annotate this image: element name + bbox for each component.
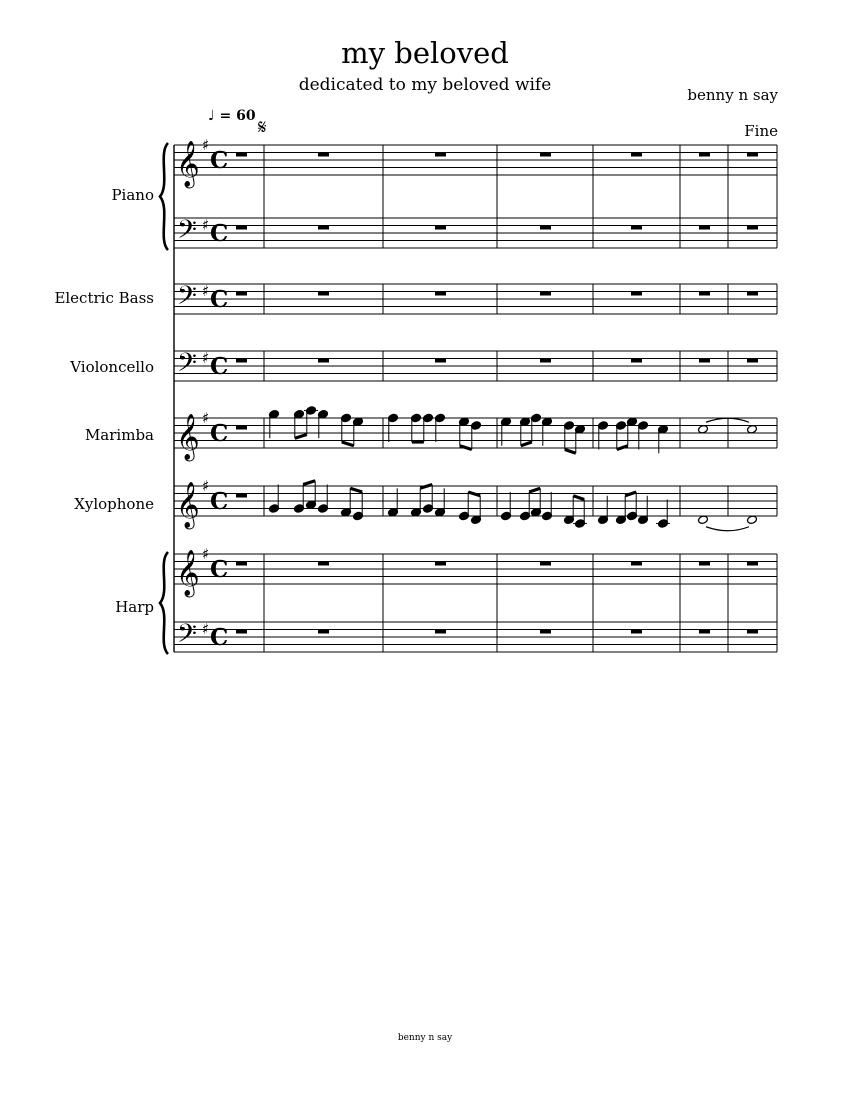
whole-rest [747,292,758,296]
sharp-icon: ♯ [202,216,210,234]
common-time-icon: C [210,220,229,247]
note-beam [573,496,584,500]
whole-rest [435,226,446,230]
note-beam [521,442,532,446]
whole-rest [631,153,642,157]
whole-rest [435,153,446,157]
note-beam [342,442,354,446]
treble-clef-icon: 𝄞 [176,482,200,528]
whole-rest [540,292,551,296]
whole-rest [236,562,247,566]
whole-rest [699,562,710,566]
treble-clef-icon: 𝄞 [176,141,200,187]
whole-rest [236,426,247,430]
common-time-icon: C [210,353,229,380]
whole-rest [236,153,247,157]
common-time-icon: C [210,488,229,515]
score-title: my beloved [341,36,509,70]
harp-brace [160,552,168,654]
whole-rest [318,359,329,363]
note-beam [617,446,628,450]
whole-rest [699,153,710,157]
whole-rest [699,630,710,634]
whole-rest [236,359,247,363]
whole-rest [631,226,642,230]
note-beam [625,492,636,496]
whole-rest [540,359,551,363]
score-subtitle: dedicated to my beloved wife [298,75,552,95]
note-beam [529,488,540,492]
whole-rest [318,153,329,157]
whole-rest [318,562,329,566]
instrument-label-electric-bass: Electric Bass [54,289,154,307]
whole-rest [435,630,446,634]
whole-rest [435,359,446,363]
whole-rest [699,226,710,230]
whole-rest [540,153,551,157]
whole-rest [236,630,247,634]
note-beam [460,446,472,450]
sharp-icon: ♯ [202,282,210,300]
common-time-icon: C [210,286,229,313]
whole-rest [631,359,642,363]
sharp-icon: ♯ [202,136,210,154]
whole-rest [631,292,642,296]
instrument-label-harp: Harp [115,598,154,616]
whole-rest [318,226,329,230]
common-time-icon: C [210,420,229,447]
note-beam [295,435,307,439]
composer-name: benny n say [687,86,778,104]
instrument-label-piano: Piano [111,186,154,204]
sharp-icon: ♯ [202,477,210,495]
whole-rest [318,292,329,296]
tempo-marking: ♩ = 60 [208,108,256,124]
whole-rest [540,226,551,230]
instrument-label-marimba: Marimba [84,426,154,444]
treble-clef-icon: 𝄞 [176,414,200,460]
whole-rest [747,562,758,566]
whole-rest [699,292,710,296]
bass-clef-icon: 𝄢 [177,281,197,317]
bass-clef-icon: 𝄢 [177,215,197,251]
segno-icon: 𝄋 [258,115,267,139]
whole-rest [435,562,446,566]
whole-rest [747,226,758,230]
bass-clef-icon: 𝄢 [177,619,197,655]
note-beam [303,481,315,485]
sharp-icon: ♯ [202,409,210,427]
whole-rest [747,630,758,634]
whole-rest [747,359,758,363]
whole-rest [631,562,642,566]
whole-rest [699,359,710,363]
whole-rest [236,494,247,498]
note-beam [350,488,362,492]
piano-brace [160,143,168,250]
sharp-icon: ♯ [202,349,210,367]
sharp-icon: ♯ [202,620,210,638]
note-beam [565,450,576,454]
whole-rest [631,630,642,634]
note-beam [420,485,432,489]
treble-clef-icon: 𝄞 [176,550,200,596]
bass-clef-icon: 𝄢 [177,348,197,384]
page-footer: benny n say [397,1033,453,1043]
fine-marking: Fine [744,122,778,140]
whole-rest [318,630,329,634]
whole-rest [540,630,551,634]
common-time-icon: C [210,624,229,651]
common-time-icon: C [210,147,229,174]
tie [706,527,749,531]
note-beam [468,492,480,496]
instrument-label-violoncello: Violoncello [70,358,154,376]
sharp-icon: ♯ [202,545,210,563]
whole-rest [747,153,758,157]
whole-rest [236,292,247,296]
whole-rest [540,562,551,566]
whole-rest [236,226,247,230]
common-time-icon: C [210,556,229,583]
whole-rest [435,292,446,296]
instrument-label-xylophone: Xylophone [74,495,154,513]
